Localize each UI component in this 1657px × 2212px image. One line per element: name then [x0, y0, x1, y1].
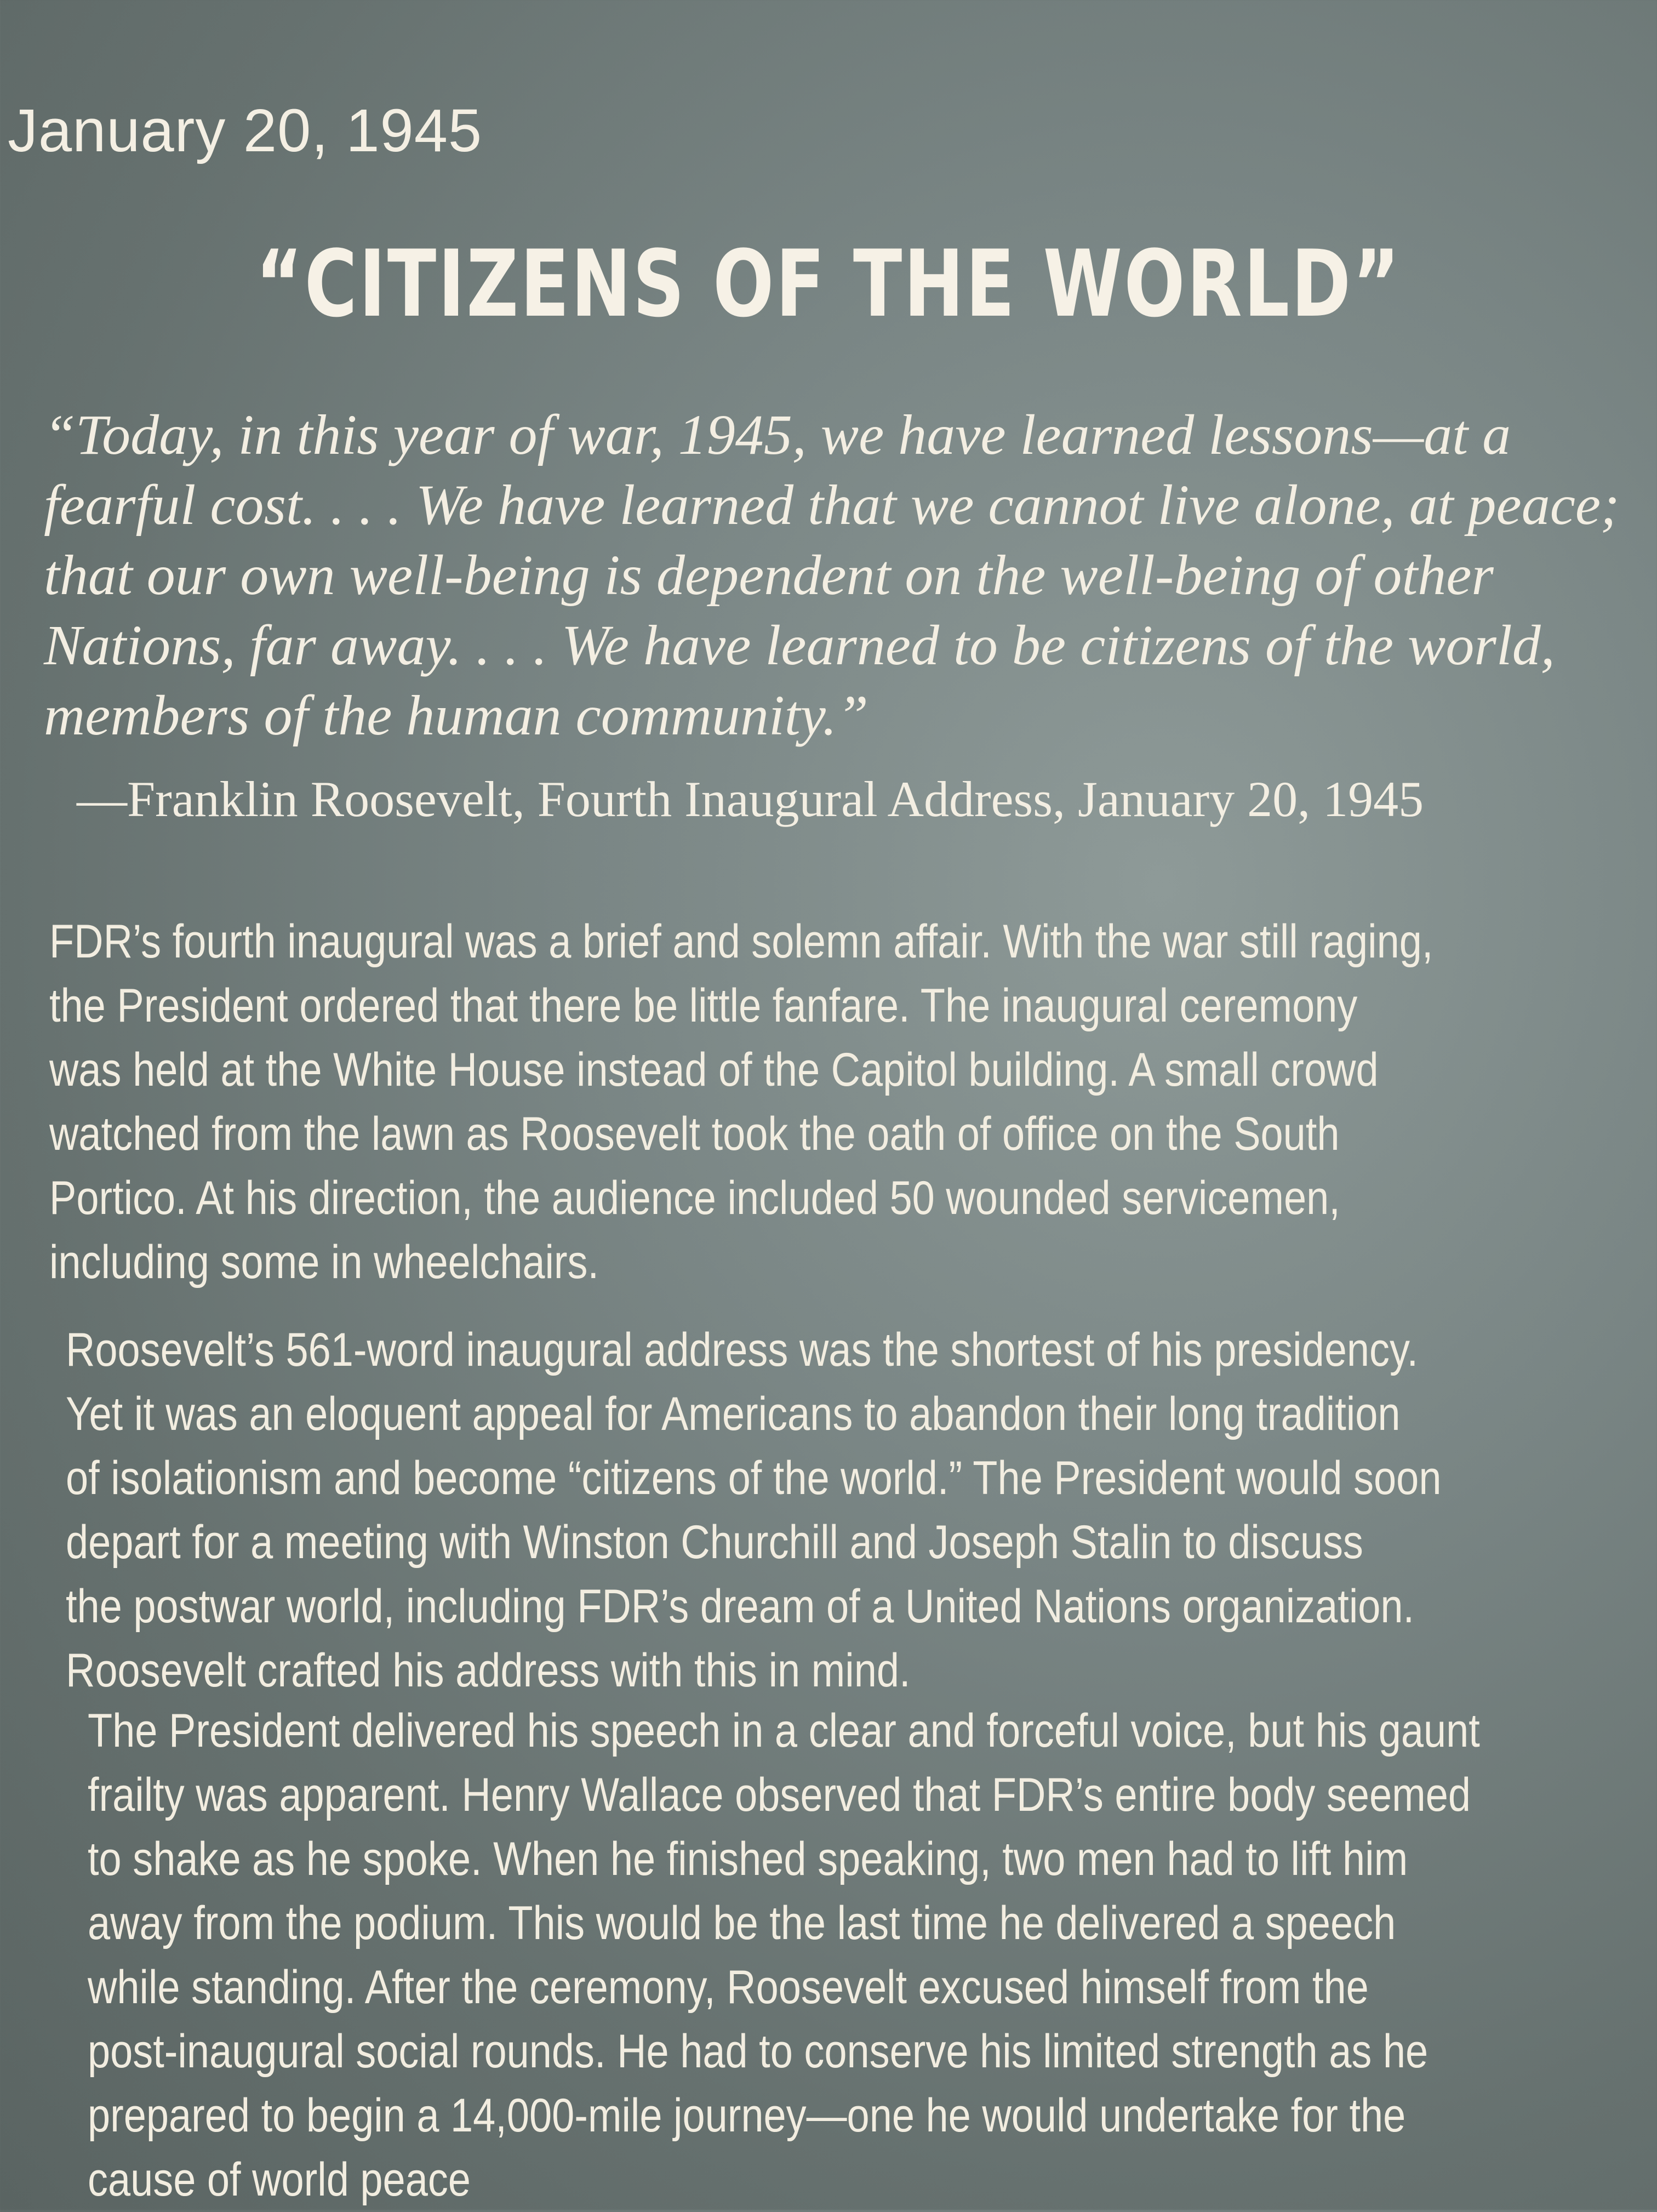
- text-line: Roosevelt’s 561-word inaugural address was the shortest of his presidency.: [66, 1324, 1419, 1376]
- text-line: depart for a meeting with Winston Churchill and Joseph Stalin to discuss: [66, 1516, 1363, 1569]
- quote-line: that our own well-being is dependent on the well-being of other: [44, 544, 1494, 607]
- text-line: watched from the lawn as Roosevelt took the oath of office on the South: [49, 1108, 1340, 1160]
- text-line: was held at the White House instead of the Capitol building. A small crowd: [49, 1044, 1379, 1096]
- panel-title: “CITIZENS OF THE WORLD”: [255, 230, 1402, 338]
- text-line: post-inaugural social rounds. He had to conserve his limited strength as he: [88, 2025, 1429, 2078]
- text-line: the postwar world, including FDR’s dream of a United Nations organization.: [66, 1580, 1415, 1633]
- text-line: including some in wheelchairs.: [49, 1236, 599, 1289]
- panel-date: January 20, 1945: [8, 97, 483, 164]
- text-line: away from the podium. This would be the last time he delivered a speech: [88, 1897, 1396, 1949]
- quote-attribution: —Franklin Roosevelt, Fourth Inaugural Address, January 20, 1945: [77, 771, 1424, 827]
- text-line: while standing. After the ceremony, Roosevelt excused himself from the: [88, 1961, 1369, 2014]
- roosevelt-quote: [44, 400, 1633, 751]
- quote-line: fearful cost. . . . We have learned that we cannot live alone, at peace;: [44, 474, 1620, 537]
- text-line: FDR’s fourth inaugural was a brief and solemn affair. With the war still raging,: [49, 915, 1433, 968]
- text-line: to shake as he spoke. When he finished speaking, two men had to lift him: [88, 1833, 1408, 1885]
- quote-line: “Today, in this year of war, 1945, we have learned lessons—at a: [44, 403, 1511, 466]
- paragraph-speech-delivery: [88, 1699, 1657, 2212]
- text-line: cause of world peace: [88, 2153, 471, 2206]
- text-line: Yet it was an eloquent appeal for Americans to abandon their long tradition: [66, 1388, 1401, 1440]
- paragraph-inaugural-address: [66, 1318, 1655, 1703]
- text-line: of isolationism and become “citizens of the world.” The President would soon: [66, 1452, 1442, 1504]
- text-line: Portico. At his direction, the audience included 50 wounded servicemen,: [49, 1172, 1340, 1224]
- quote-line: Nations, far away. . . . We have learned to be citizens of the world,: [44, 614, 1555, 677]
- quote-line: members of the human community.”: [44, 684, 869, 747]
- text-line: frailty was apparent. Henry Wallace observed that FDR’s entire body seemed: [88, 1769, 1471, 1821]
- text-line: the President ordered that there be little fanfare. The inaugural ceremony: [49, 979, 1358, 1032]
- text-line: prepared to begin a 14,000-mile journey—one he would undertake for the: [88, 2089, 1406, 2142]
- paragraph-inaugural-ceremony: [49, 910, 1638, 1295]
- text-line: Roosevelt crafted his address with this in mind.: [66, 1644, 911, 1697]
- text-line: The President delivered his speech in a clear and forceful voice, but his gaunt: [88, 1704, 1480, 1757]
